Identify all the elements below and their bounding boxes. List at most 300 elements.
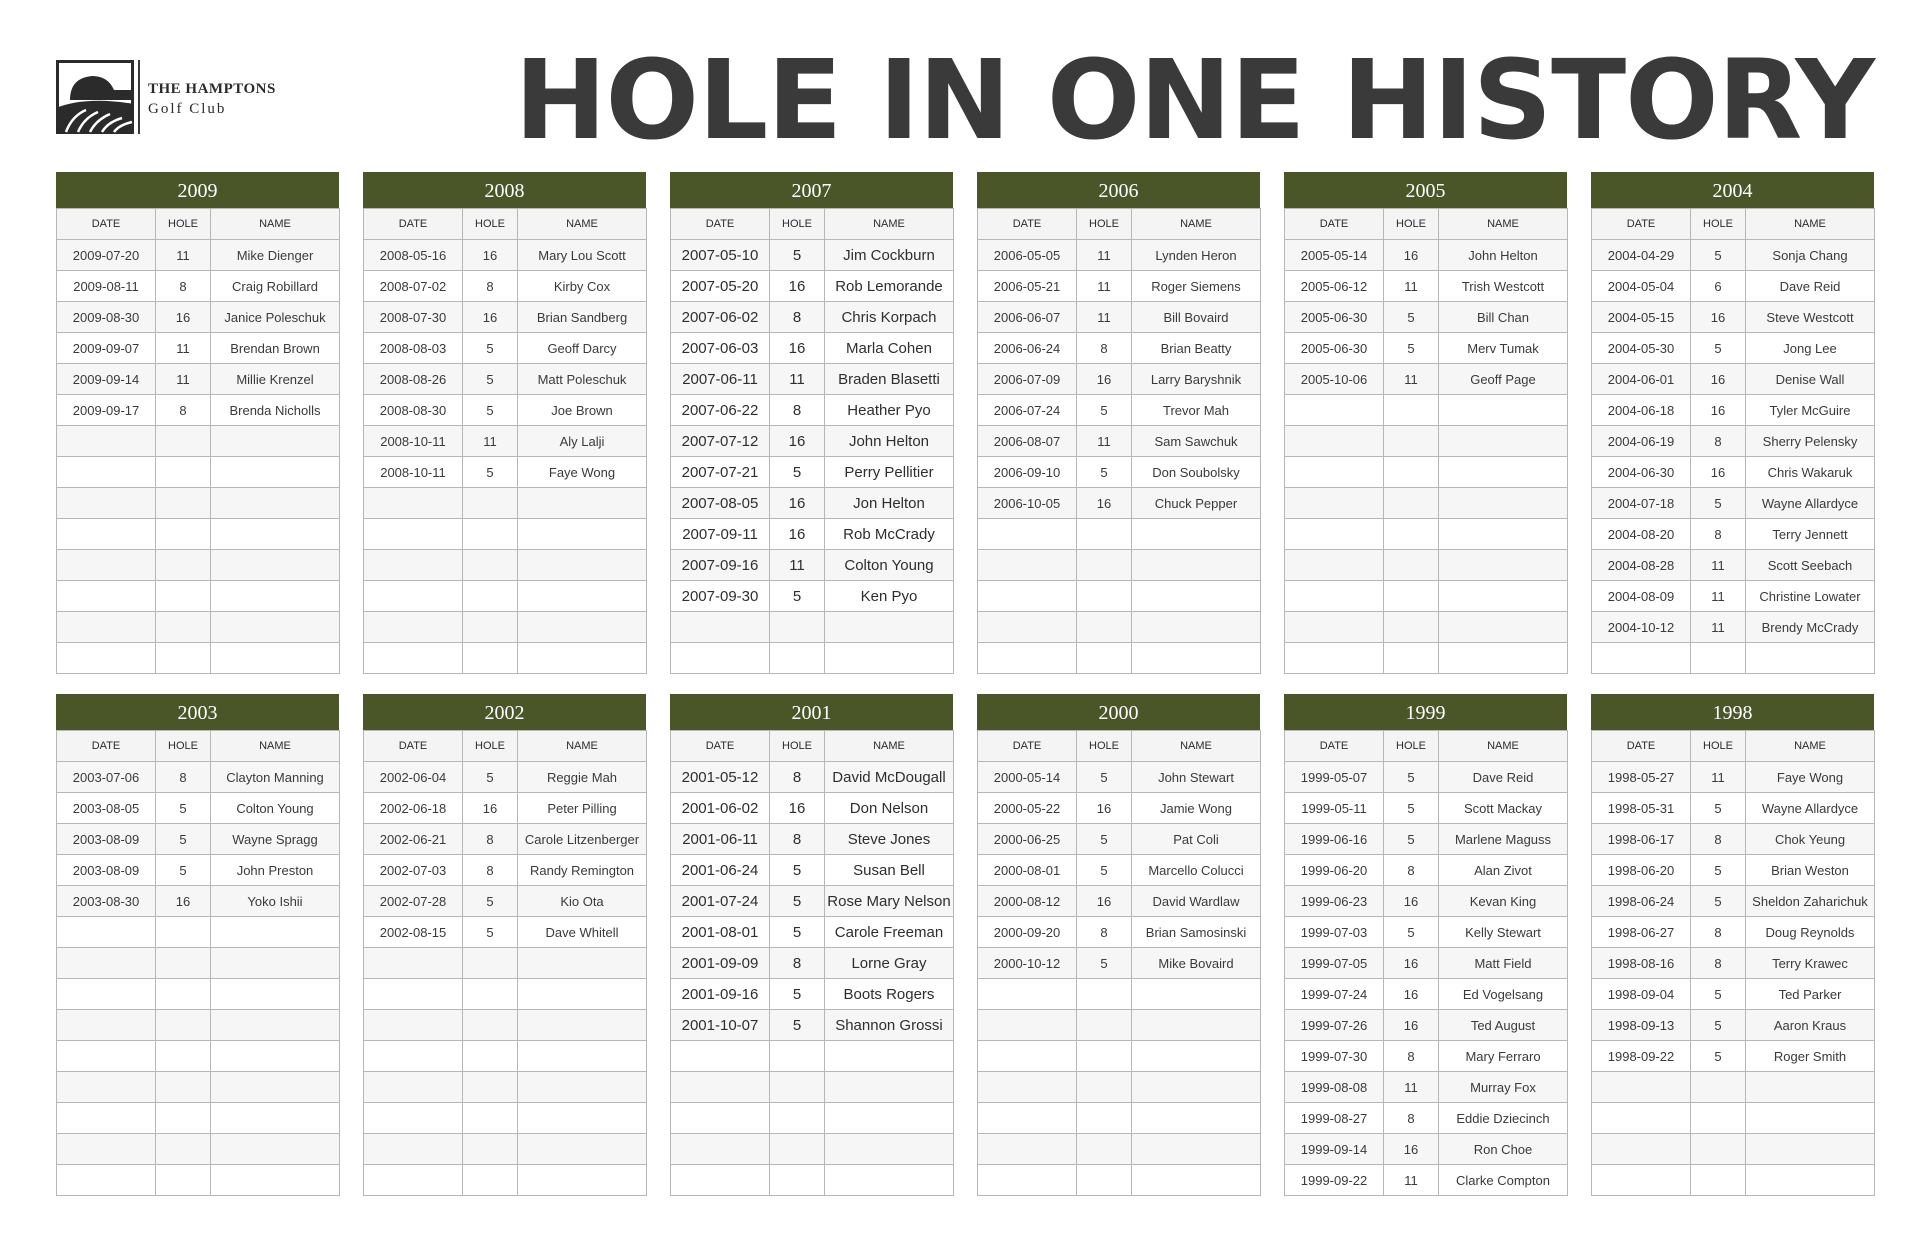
table-row: [364, 271, 647, 302]
name-cell: [1132, 550, 1261, 581]
table-row: [1592, 1010, 1875, 1041]
table-row: [1592, 302, 1875, 333]
name-cell: Brendy McCrady: [1746, 612, 1875, 643]
hole-cell: 8: [463, 855, 518, 886]
hole-cell: 5: [156, 793, 211, 824]
date-cell: 2000-06-25: [978, 824, 1077, 855]
column-header-hole: HOLE: [156, 209, 211, 240]
name-cell: [1132, 1041, 1261, 1072]
name-cell: Terry Jennett: [1746, 519, 1875, 550]
hole-cell: 16: [1691, 395, 1746, 426]
table-row: [1285, 1103, 1568, 1134]
date-cell: 2002-07-28: [364, 886, 463, 917]
name-cell: Chris Wakaruk: [1746, 457, 1875, 488]
table-row: [1285, 1041, 1568, 1072]
column-header-date: DATE: [978, 731, 1077, 762]
date-cell: 2005-06-30: [1285, 302, 1384, 333]
table-row: [671, 1010, 954, 1041]
name-cell: Susan Bell: [825, 855, 954, 886]
date-cell: 2004-06-18: [1592, 395, 1691, 426]
header-row: [1592, 731, 1875, 762]
hole-cell: 5: [1384, 302, 1439, 333]
year-tables-grid: [56, 172, 1874, 1192]
empty-row: [978, 1010, 1261, 1041]
date-cell: [1285, 643, 1384, 674]
name-cell: Geoff Darcy: [518, 333, 647, 364]
empty-row: [57, 1041, 340, 1072]
header-row: [1285, 209, 1568, 240]
entries-table: [56, 730, 340, 1196]
date-cell: [364, 612, 463, 643]
table-row: [978, 395, 1261, 426]
hole-cell: [463, 550, 518, 581]
name-cell: Steve Jones: [825, 824, 954, 855]
table-row: [364, 426, 647, 457]
date-cell: 2000-05-22: [978, 793, 1077, 824]
date-cell: [57, 488, 156, 519]
table-row: [978, 855, 1261, 886]
table-row: [1285, 302, 1568, 333]
hole-cell: 8: [463, 271, 518, 302]
hole-cell: [156, 426, 211, 457]
name-cell: Shannon Grossi: [825, 1010, 954, 1041]
hole-cell: 5: [1384, 793, 1439, 824]
empty-row: [978, 979, 1261, 1010]
date-cell: [671, 1041, 770, 1072]
name-cell: David McDougall: [825, 762, 954, 793]
name-cell: Doug Reynolds: [1746, 917, 1875, 948]
name-cell: Christine Lowater: [1746, 581, 1875, 612]
name-cell: [518, 612, 647, 643]
date-cell: [978, 550, 1077, 581]
date-cell: 2007-06-11: [671, 364, 770, 395]
year-table-2005: [1284, 172, 1567, 670]
date-cell: 2002-07-03: [364, 855, 463, 886]
hole-cell: [1384, 519, 1439, 550]
hole-cell: 5: [156, 855, 211, 886]
date-cell: [1285, 612, 1384, 643]
name-cell: Kio Ota: [518, 886, 647, 917]
name-cell: Carole Freeman: [825, 917, 954, 948]
name-cell: Chok Yeung: [1746, 824, 1875, 855]
hole-cell: 5: [1077, 855, 1132, 886]
column-header-name: NAME: [1439, 209, 1568, 240]
date-cell: [57, 581, 156, 612]
date-cell: 2006-08-07: [978, 426, 1077, 457]
empty-row: [671, 643, 954, 674]
hole-cell: 5: [1384, 917, 1439, 948]
column-header-date: DATE: [57, 209, 156, 240]
name-cell: Alan Zivot: [1439, 855, 1568, 886]
date-cell: 2009-09-14: [57, 364, 156, 395]
table-row: [671, 793, 954, 824]
empty-row: [978, 519, 1261, 550]
empty-row: [671, 1134, 954, 1165]
date-cell: 1999-06-16: [1285, 824, 1384, 855]
entries-table: [1284, 730, 1568, 1196]
empty-row: [364, 1010, 647, 1041]
hole-cell: [1077, 581, 1132, 612]
date-cell: [57, 643, 156, 674]
name-cell: [1132, 979, 1261, 1010]
hole-cell: [156, 519, 211, 550]
table-row: [671, 364, 954, 395]
table-row: [57, 364, 340, 395]
name-cell: Terry Krawec: [1746, 948, 1875, 979]
date-cell: 2004-08-20: [1592, 519, 1691, 550]
hole-cell: [156, 612, 211, 643]
date-cell: 2000-10-12: [978, 948, 1077, 979]
hole-cell: 5: [463, 395, 518, 426]
name-cell: Roger Smith: [1746, 1041, 1875, 1072]
hole-cell: 8: [1077, 917, 1132, 948]
table-row: [671, 762, 954, 793]
hole-cell: 5: [463, 457, 518, 488]
table-row: [978, 240, 1261, 271]
hole-cell: 8: [1691, 519, 1746, 550]
name-cell: [211, 643, 340, 674]
hole-cell: [1077, 550, 1132, 581]
name-cell: [211, 612, 340, 643]
table-row: [1592, 855, 1875, 886]
name-cell: [518, 979, 647, 1010]
column-header-date: DATE: [671, 209, 770, 240]
date-cell: 2003-08-09: [57, 824, 156, 855]
hole-cell: [1384, 581, 1439, 612]
name-cell: Yoko Ishii: [211, 886, 340, 917]
name-cell: [1439, 643, 1568, 674]
date-cell: 2004-06-19: [1592, 426, 1691, 457]
table-row: [1285, 1072, 1568, 1103]
year-table-2009: [56, 172, 339, 670]
date-cell: [978, 1010, 1077, 1041]
hole-cell: 5: [1691, 240, 1746, 271]
name-cell: Brenda Nicholls: [211, 395, 340, 426]
table-row: [364, 395, 647, 426]
table-row: [1592, 426, 1875, 457]
date-cell: 2008-07-30: [364, 302, 463, 333]
hole-cell: 11: [1691, 762, 1746, 793]
entries-table: [977, 208, 1261, 674]
hole-cell: 8: [156, 395, 211, 426]
hole-cell: 11: [770, 364, 825, 395]
table-row: [1592, 364, 1875, 395]
name-cell: Heather Pyo: [825, 395, 954, 426]
hole-cell: [1077, 1103, 1132, 1134]
name-cell: Mary Ferraro: [1439, 1041, 1568, 1072]
empty-row: [364, 948, 647, 979]
hole-cell: [1691, 1134, 1746, 1165]
table-row: [364, 886, 647, 917]
name-cell: [1439, 519, 1568, 550]
name-cell: [1439, 426, 1568, 457]
date-cell: 2004-05-04: [1592, 271, 1691, 302]
table-row: [1592, 979, 1875, 1010]
hole-cell: 8: [770, 762, 825, 793]
name-cell: Scott Seebach: [1746, 550, 1875, 581]
club-subtitle: Golf Club: [148, 101, 227, 117]
empty-row: [1285, 395, 1568, 426]
hole-cell: 16: [463, 793, 518, 824]
hole-cell: [1384, 550, 1439, 581]
table-row: [1592, 762, 1875, 793]
date-cell: [364, 488, 463, 519]
date-cell: 2002-06-18: [364, 793, 463, 824]
date-cell: 1999-07-05: [1285, 948, 1384, 979]
hole-cell: 5: [463, 364, 518, 395]
column-header-date: DATE: [364, 731, 463, 762]
table-row: [1592, 948, 1875, 979]
date-cell: [978, 1041, 1077, 1072]
table-row: [1285, 271, 1568, 302]
hole-cell: 8: [770, 302, 825, 333]
name-cell: Ted Parker: [1746, 979, 1875, 1010]
date-cell: 1998-09-13: [1592, 1010, 1691, 1041]
table-row: [1285, 364, 1568, 395]
name-cell: Dave Whitell: [518, 917, 647, 948]
hole-cell: 5: [1691, 886, 1746, 917]
hole-cell: [770, 1165, 825, 1196]
hole-cell: [770, 1134, 825, 1165]
name-cell: Randy Remington: [518, 855, 647, 886]
table-row: [57, 333, 340, 364]
empty-row: [978, 1103, 1261, 1134]
date-cell: 2003-08-09: [57, 855, 156, 886]
hole-cell: 8: [1384, 855, 1439, 886]
hole-cell: [463, 581, 518, 612]
entries-table: [1591, 730, 1875, 1196]
table-row: [364, 793, 647, 824]
date-cell: 2007-06-03: [671, 333, 770, 364]
hole-cell: [156, 1072, 211, 1103]
name-cell: [1132, 581, 1261, 612]
hole-cell: [1384, 426, 1439, 457]
hole-cell: [770, 612, 825, 643]
empty-row: [1285, 457, 1568, 488]
empty-row: [978, 581, 1261, 612]
hole-cell: 5: [770, 979, 825, 1010]
hole-cell: [463, 643, 518, 674]
date-cell: [1592, 1165, 1691, 1196]
name-cell: Denise Wall: [1746, 364, 1875, 395]
hole-cell: 16: [770, 333, 825, 364]
entries-table: [56, 208, 340, 674]
hole-cell: [1384, 612, 1439, 643]
name-cell: Jamie Wong: [1132, 793, 1261, 824]
name-cell: [211, 1165, 340, 1196]
hole-cell: 16: [1691, 364, 1746, 395]
hole-cell: [1077, 519, 1132, 550]
name-cell: John Stewart: [1132, 762, 1261, 793]
name-cell: Clarke Compton: [1439, 1165, 1568, 1196]
hole-cell: 5: [1077, 457, 1132, 488]
date-cell: 2004-05-30: [1592, 333, 1691, 364]
table-row: [1285, 762, 1568, 793]
column-header-name: NAME: [518, 731, 647, 762]
name-cell: [1132, 612, 1261, 643]
hole-cell: 8: [1077, 333, 1132, 364]
date-cell: [1285, 550, 1384, 581]
name-cell: Sherry Pelensky: [1746, 426, 1875, 457]
name-cell: Jon Helton: [825, 488, 954, 519]
column-header-name: NAME: [825, 209, 954, 240]
date-cell: 2004-06-01: [1592, 364, 1691, 395]
header-row: [978, 731, 1261, 762]
table-row: [671, 917, 954, 948]
hole-cell: 11: [463, 426, 518, 457]
table-row: [1285, 1010, 1568, 1041]
year-heading: 1999: [1284, 694, 1567, 730]
date-cell: 2006-05-21: [978, 271, 1077, 302]
table-row: [978, 948, 1261, 979]
empty-row: [364, 1103, 647, 1134]
empty-row: [57, 917, 340, 948]
table-row: [671, 488, 954, 519]
empty-row: [57, 1165, 340, 1196]
table-row: [978, 917, 1261, 948]
table-row: [671, 333, 954, 364]
name-cell: Wayne Allardyce: [1746, 488, 1875, 519]
hole-cell: [1077, 643, 1132, 674]
empty-row: [57, 948, 340, 979]
hole-cell: [156, 979, 211, 1010]
date-cell: 2007-07-12: [671, 426, 770, 457]
date-cell: [1285, 488, 1384, 519]
empty-row: [57, 643, 340, 674]
name-cell: Don Soubolsky: [1132, 457, 1261, 488]
date-cell: [978, 1103, 1077, 1134]
date-cell: 2009-09-17: [57, 395, 156, 426]
hole-cell: 16: [1077, 886, 1132, 917]
empty-row: [364, 643, 647, 674]
date-cell: [57, 550, 156, 581]
date-cell: [978, 1134, 1077, 1165]
name-cell: [1132, 1072, 1261, 1103]
hole-cell: 16: [1077, 793, 1132, 824]
hole-cell: [1077, 979, 1132, 1010]
hole-cell: 5: [770, 457, 825, 488]
empty-row: [57, 1010, 340, 1041]
hole-cell: [156, 1103, 211, 1134]
date-cell: 1999-07-03: [1285, 917, 1384, 948]
empty-row: [57, 1103, 340, 1134]
name-cell: Kevan King: [1439, 886, 1568, 917]
table-row: [1285, 793, 1568, 824]
name-cell: [211, 1010, 340, 1041]
empty-row: [1285, 612, 1568, 643]
hole-cell: [1691, 1165, 1746, 1196]
hole-cell: 5: [1384, 762, 1439, 793]
name-cell: [518, 948, 647, 979]
date-cell: [1592, 643, 1691, 674]
year-heading: 2003: [56, 694, 339, 730]
empty-row: [978, 1072, 1261, 1103]
date-cell: [1592, 1134, 1691, 1165]
table-row: [671, 886, 954, 917]
hole-cell: 11: [770, 550, 825, 581]
date-cell: 2006-06-07: [978, 302, 1077, 333]
hole-cell: 16: [463, 302, 518, 333]
date-cell: 1999-09-22: [1285, 1165, 1384, 1196]
table-row: [671, 519, 954, 550]
name-cell: [211, 1041, 340, 1072]
date-cell: 2002-08-15: [364, 917, 463, 948]
empty-row: [1285, 643, 1568, 674]
hole-cell: 16: [770, 426, 825, 457]
table-row: [978, 457, 1261, 488]
name-cell: [211, 581, 340, 612]
name-cell: [825, 1103, 954, 1134]
empty-row: [978, 612, 1261, 643]
hole-cell: [1077, 1072, 1132, 1103]
hole-cell: 8: [770, 395, 825, 426]
date-cell: 1998-08-16: [1592, 948, 1691, 979]
empty-row: [57, 1072, 340, 1103]
year-table-2008: [363, 172, 646, 670]
date-cell: 2008-08-26: [364, 364, 463, 395]
hole-cell: [770, 643, 825, 674]
name-cell: Pat Coli: [1132, 824, 1261, 855]
table-row: [1285, 948, 1568, 979]
entries-table: [363, 208, 647, 674]
table-row: [57, 762, 340, 793]
hole-cell: 8: [1691, 948, 1746, 979]
hole-cell: 16: [1384, 979, 1439, 1010]
hole-cell: [1077, 1134, 1132, 1165]
page-header: [0, 0, 1920, 170]
name-cell: [211, 426, 340, 457]
name-cell: Kelly Stewart: [1439, 917, 1568, 948]
date-cell: [364, 519, 463, 550]
name-cell: [825, 612, 954, 643]
name-cell: [825, 1072, 954, 1103]
year-table-2004: [1591, 172, 1874, 670]
empty-row: [364, 612, 647, 643]
column-header-hole: HOLE: [1691, 731, 1746, 762]
club-name: THE HAMPTONS: [148, 81, 276, 97]
empty-row: [57, 581, 340, 612]
table-row: [57, 793, 340, 824]
name-cell: Brian Sandberg: [518, 302, 647, 333]
name-cell: [518, 1072, 647, 1103]
date-cell: [57, 1072, 156, 1103]
entries-table: [670, 208, 954, 674]
date-cell: [57, 917, 156, 948]
date-cell: 2007-06-02: [671, 302, 770, 333]
date-cell: [57, 1041, 156, 1072]
table-row: [364, 762, 647, 793]
name-cell: Marlene Maguss: [1439, 824, 1568, 855]
year-heading: 2006: [977, 172, 1260, 208]
date-cell: [1285, 519, 1384, 550]
table-row: [1285, 1165, 1568, 1196]
hole-cell: 5: [1077, 948, 1132, 979]
entries-table: [977, 730, 1261, 1196]
year-heading: 2005: [1284, 172, 1567, 208]
table-row: [57, 395, 340, 426]
name-cell: [211, 1103, 340, 1134]
empty-row: [978, 643, 1261, 674]
hole-cell: 11: [1077, 426, 1132, 457]
date-cell: [978, 519, 1077, 550]
entries-table: [363, 730, 647, 1196]
date-cell: [364, 1072, 463, 1103]
table-row: [978, 824, 1261, 855]
name-cell: Brendan Brown: [211, 333, 340, 364]
date-cell: [1285, 457, 1384, 488]
date-cell: [57, 426, 156, 457]
name-cell: [518, 1103, 647, 1134]
